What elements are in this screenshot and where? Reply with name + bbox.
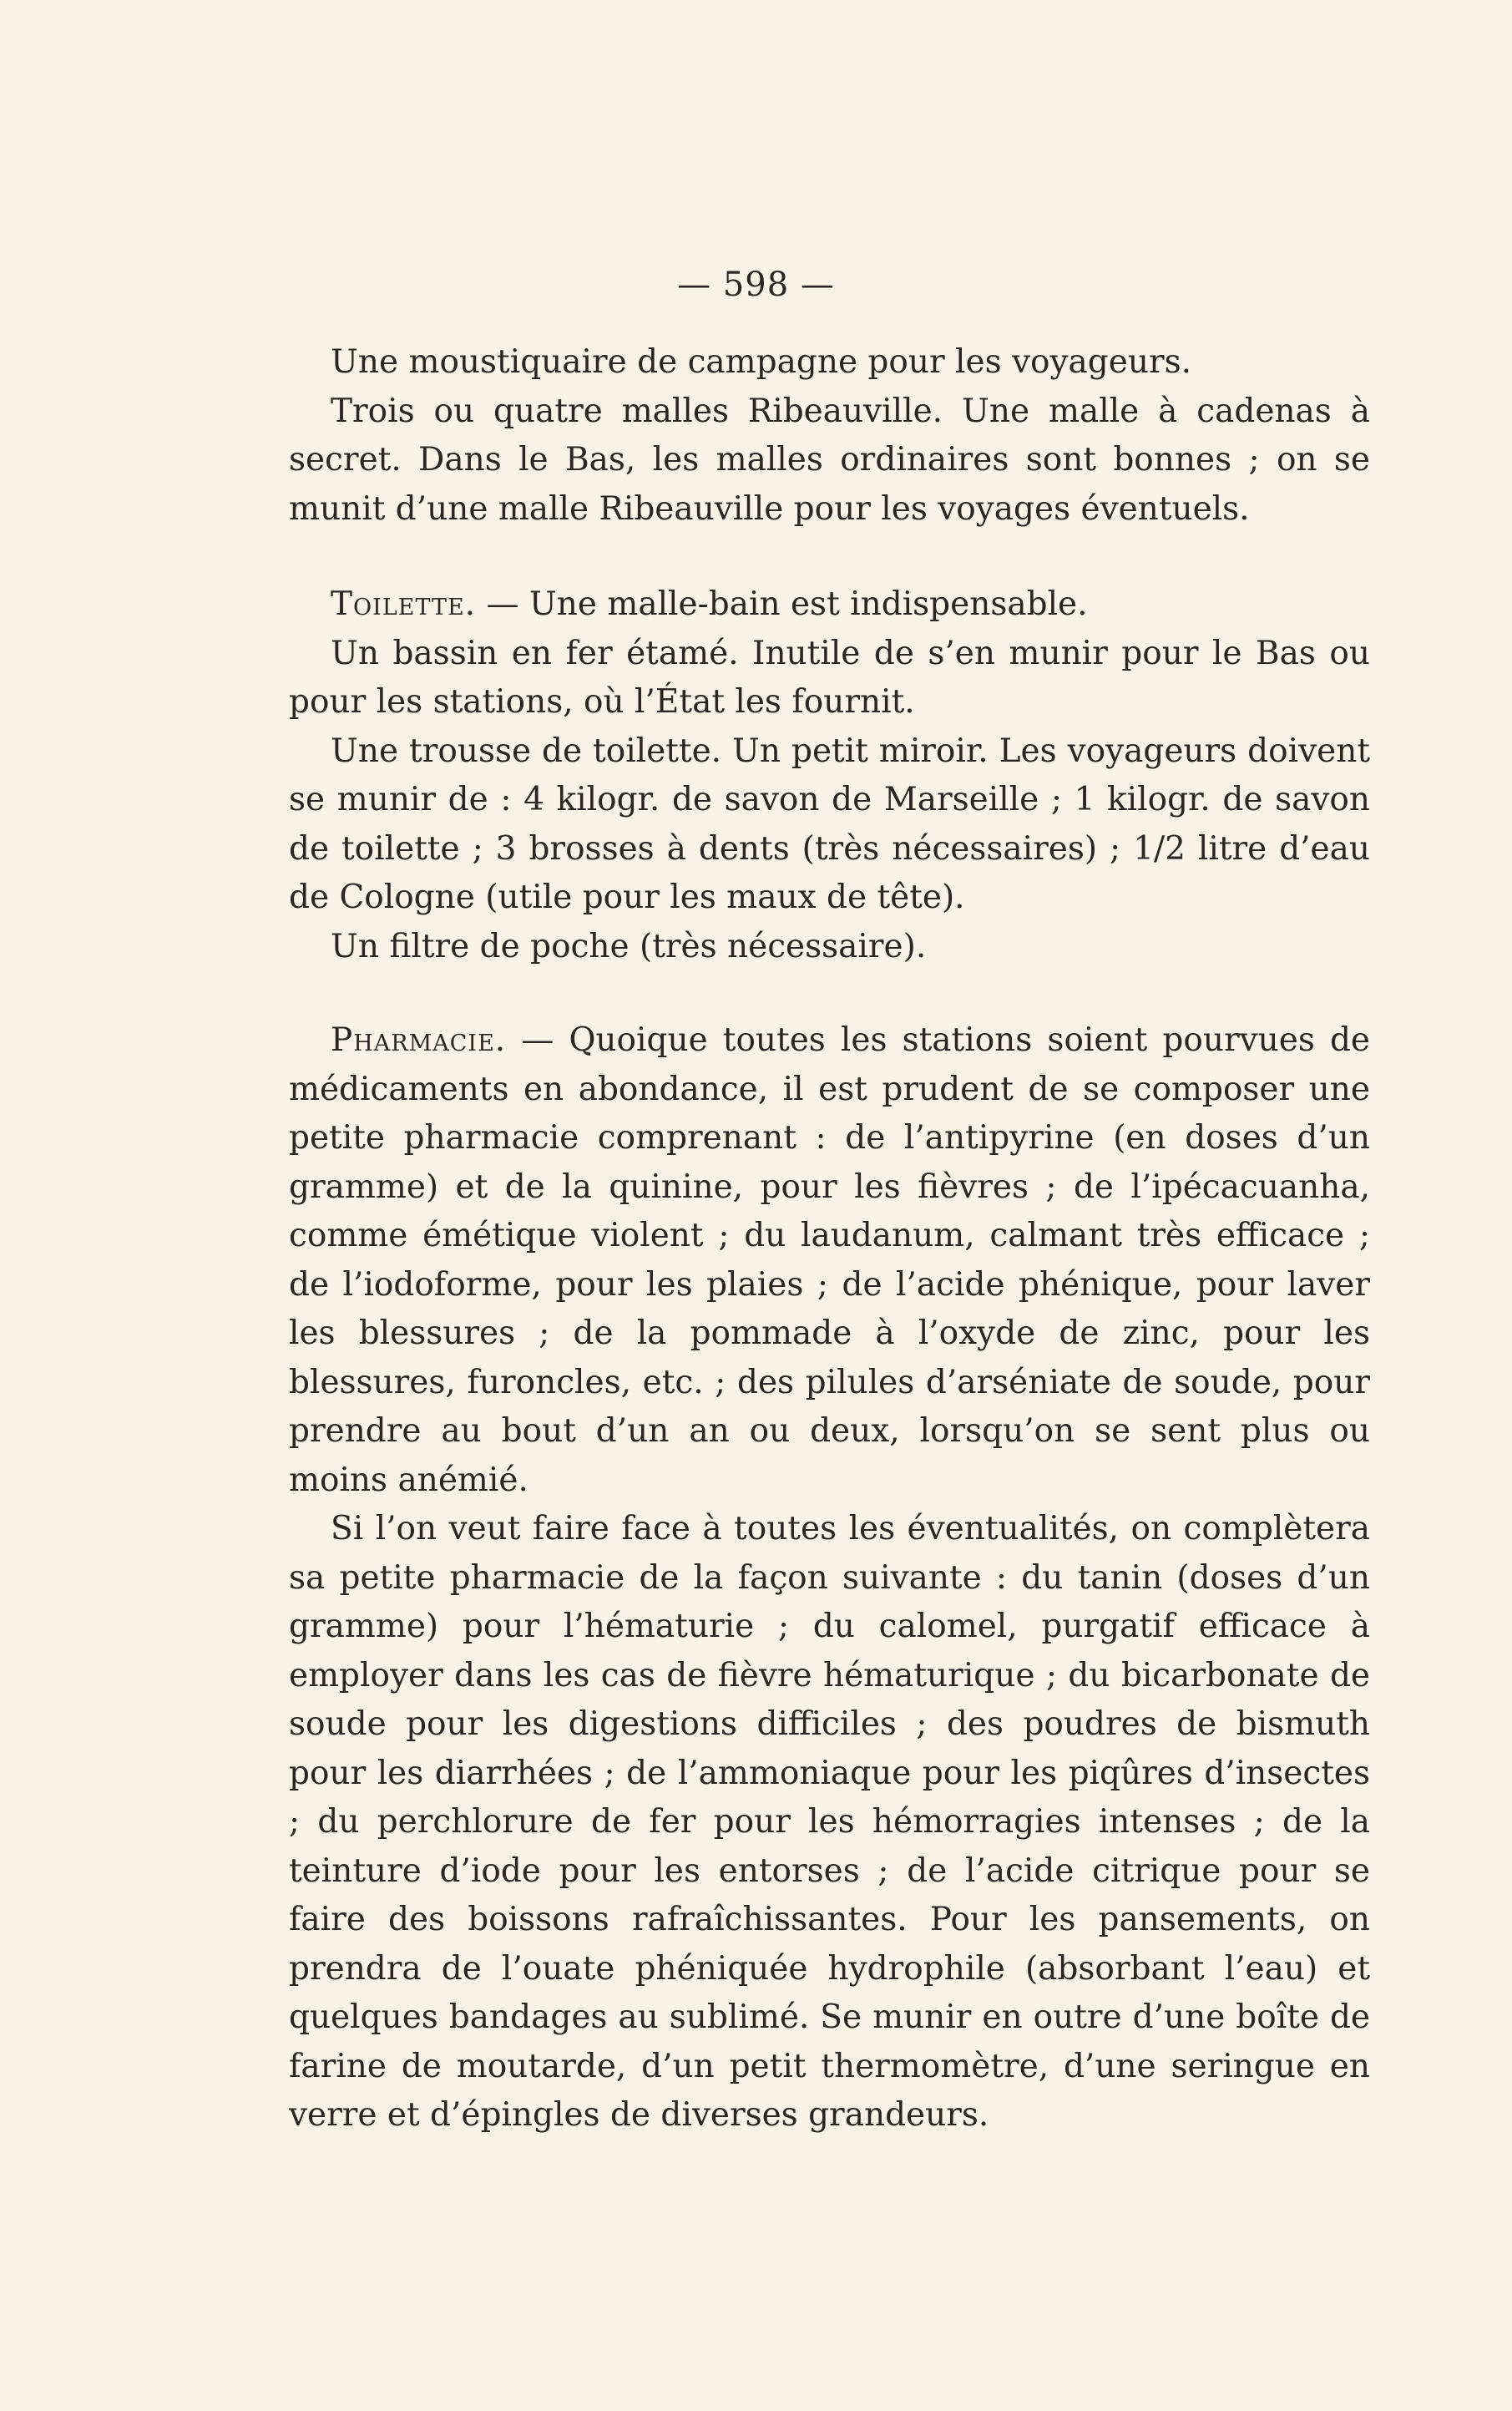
paragraph: Une moustiquaire de campagne pour les voyageurs. xyxy=(331,343,1192,381)
pharmacie-section xyxy=(289,1016,1370,2140)
toilette-lead-paragraph xyxy=(289,580,1370,630)
lead-text: — Une malle-bain est indispensable. xyxy=(476,585,1088,623)
pharmacie-lead-paragraph xyxy=(289,1016,1370,1505)
lead-text: — Quoique toutes les stations soient pourvues de médicaments en abondance, il est prudent de se composer une petite pharmacie comprenant : de l’antipyrine (en doses d’un gramme) et de la quinine, pour les fièvres ; de l’ipécacuanha, comme émétique violent ; du laudanum, calmant très efficace ; de l’iodoforme, pour les plaies ; de l’acide phénique, pour laver les blessures ; de la pommade à l’oxyde de zinc, pour les blessures, furoncles, etc. ; des pilules d’arséniate de soude, pour prendre au bout d’un an ou deux, lorsqu’on se sent plus ou moins anémié. xyxy=(289,1021,1370,1499)
intro-section xyxy=(289,338,1370,534)
page-number: — 598 — xyxy=(677,266,835,304)
section-heading: Pharmacie. xyxy=(331,1021,507,1059)
paragraph: Si l’on veut faire face à toutes les éventualités, on complètera sa petite pharmacie de la façon suivante : du tanin (doses d’un gramme) pour l’hématurie ; du calomel, purgatif efficace à employer dans les cas de fièvre hématurique ; du bicarbonate de soude pour les digestions difficiles ; des poudres de bismuth pour les diarrhées ; de l’ammoniaque pour les piqûres d’insectes ; du perchlorure de fer pour les hémorragies intenses ; de la teinture d’iode pour les entorses ; de l’acide citrique pour se faire des boissons rafraîchissantes. Pour les pansements, on prendra de l’ouate phéniquée hydrophile (absorbant l’eau) et quelques bandages au sublimé. Se munir en outre d’une boîte de farine de moutarde, d’un petit thermomètre, d’une seringue en verre et d’épingles de diverses grandeurs. xyxy=(289,1510,1370,2134)
toilette-section xyxy=(289,580,1370,971)
paragraph: Trois ou quatre malles Ribeauville. Une malle à cadenas à secret. Dans le Bas, les malles ordinaires sont bonnes ; on se munit d’une malle Ribeauville pour les voyages éventuels. xyxy=(289,392,1370,528)
paragraph: Une trousse de toilette. Un petit miroir. Les voyageurs doivent se munir de : 4 kilogr. de savon de Marseille ; 1 kilogr. de savon de toilette ; 3 brosses à dents (très nécessaires) ; 1/2 litre d’eau de Cologne (utile pour les maux de tête). xyxy=(289,732,1370,916)
paragraph: Un filtre de poche (très nécessaire). xyxy=(331,927,927,965)
section-heading: Toilette. xyxy=(331,585,477,623)
paragraph: Un bassin en fer étamé. Inutile de s’en munir pour le Bas ou pour les stations, où l’État les fournit. xyxy=(289,634,1370,721)
